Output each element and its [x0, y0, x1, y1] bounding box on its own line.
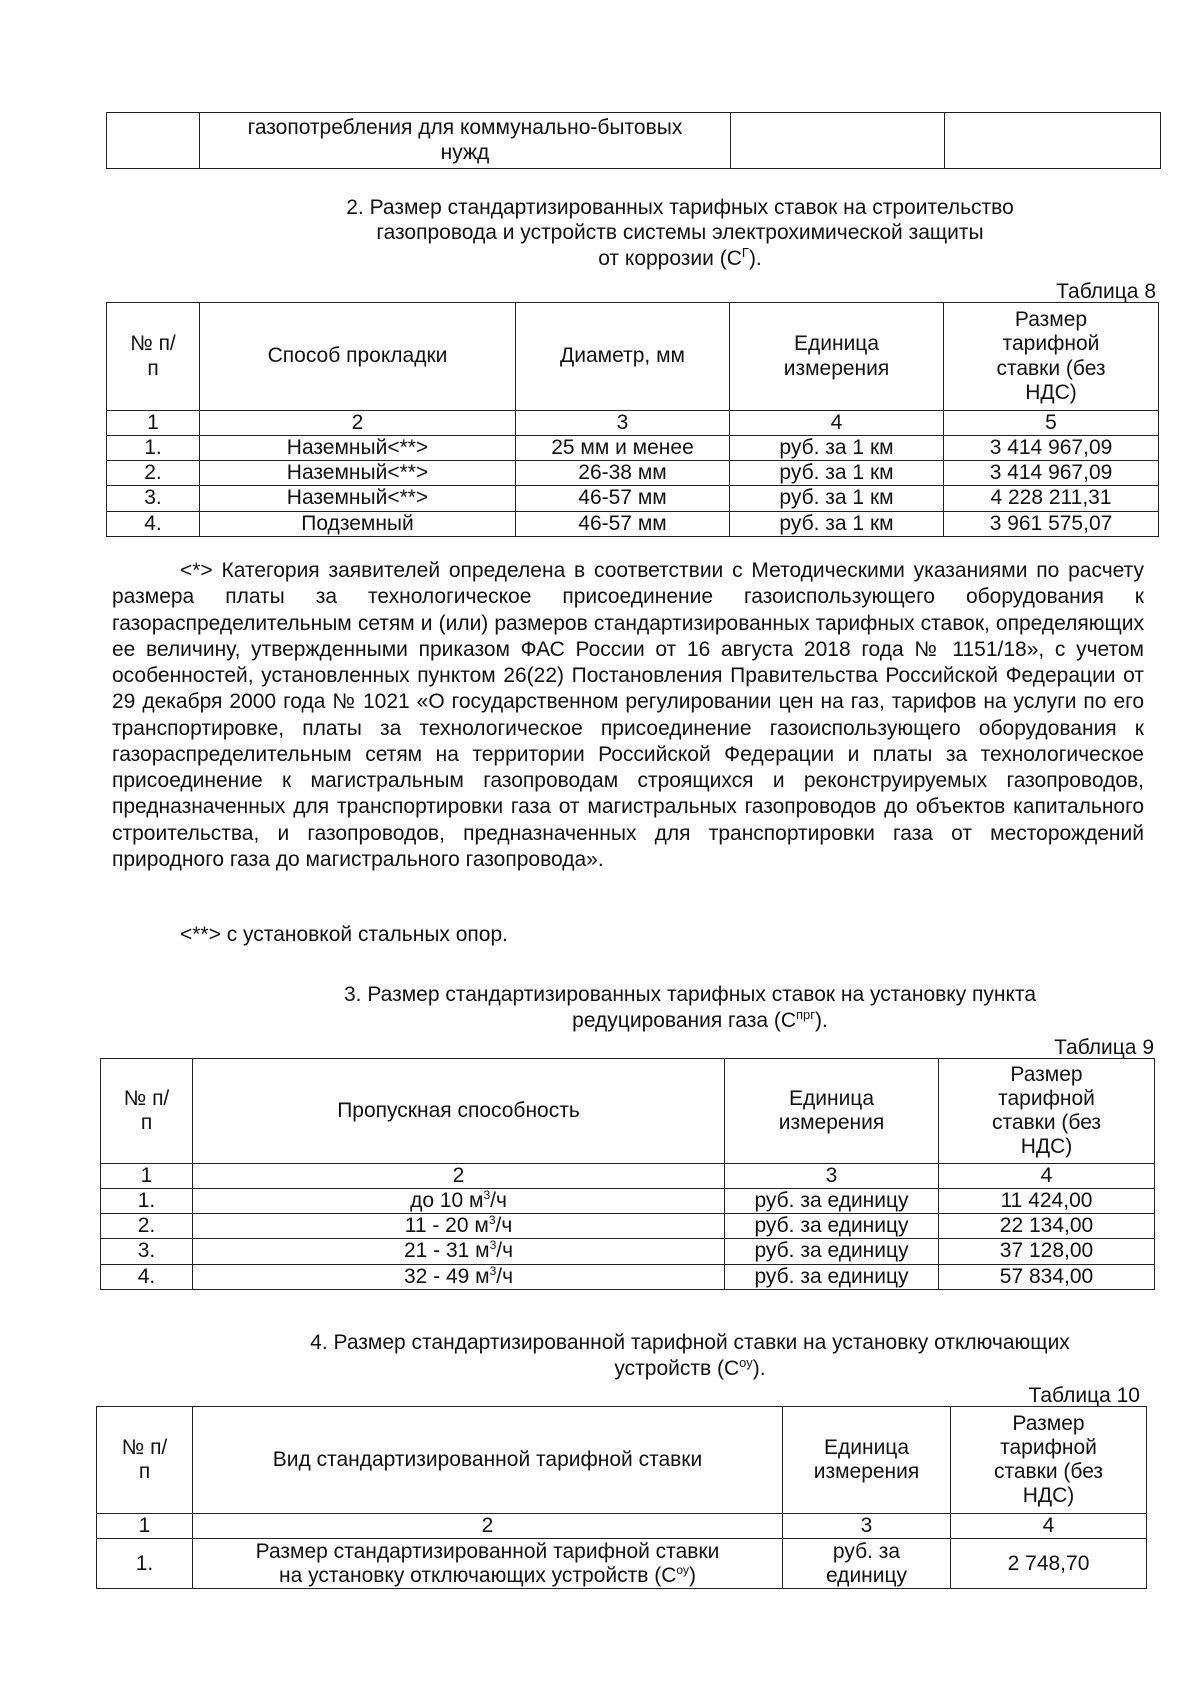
t10-colnum: 4: [951, 1514, 1147, 1539]
t10-colnum: 1: [97, 1514, 193, 1539]
t8-header-rate: Размер тарифной ставки (без НДС): [944, 303, 1159, 411]
t8-colnum: 3: [516, 411, 730, 436]
table-row: 2. Наземный<**> 26-38 мм руб. за 1 км 3 414 967,09: [107, 461, 1159, 486]
section3-heading: [240, 982, 1140, 1033]
section3-heading-line2: редуцирования газа $(С^{прг})$.: [572, 1007, 828, 1033]
section2-heading-line2: газопровода и устройств системы электрохимической защиты: [376, 221, 984, 245]
table9-label: Таблица 9: [1054, 1036, 1154, 1059]
table-row: 1. Наземный<**> 25 мм и менее руб. за 1 км 3 414 967,09: [107, 436, 1159, 461]
t9-colnum: 4: [939, 1164, 1155, 1189]
t8-header-diameter: Диаметр, мм: [516, 303, 730, 411]
t9-colnum: 1: [101, 1164, 193, 1189]
table-row: 2. 11 - 20 $м^3/ч$ руб. за единицу 22 134,00: [101, 1214, 1155, 1239]
t8-header-num: № п/п: [107, 303, 200, 411]
footnote-1: <*> Категория заявителей определена в соответствии с Методическими указаниями по расчету размера платы за технологическое присоединение газоиспользующего оборудования к газораспределительным сетям и (или) размеров стандартизированных тарифных ставок, определяющих ее величину, утвержденными приказом ФАС России от 16 августа 2018 года № 1151/18», с учетом особенностей, установленных пунктом 26(22) Постановления Правительства Российской Федерации от 29 декабря 2000 года № 1021 «О государственном регулировании цен на газ, тарифов на услуги по его транспортировке, платы за технологическое присоединение газоиспользующего оборудования к газораспределительным сетям на территории Российской Федерации и платы за технологическое присоединение к магистральным газопроводам строящихся и реконструируемых газопроводов, предназначенных для транспортировки газа от магистральных газопроводов до объектов капитального строительства, и газопроводов, предназначенных для транспортировки газа от месторождений природного газа до магистрального газопровода».: [112, 559, 1144, 871]
t9-header-unit: Единица измерения: [725, 1059, 939, 1164]
t9-header-num: № п/п: [101, 1059, 193, 1164]
top-cell-1: [107, 113, 200, 169]
top-table-fragment: [106, 112, 1161, 169]
section2-heading: [240, 195, 1120, 272]
t9-colnum: 2: [193, 1164, 725, 1189]
section2-heading-line3: от коррозии $(С^Г)$.: [598, 245, 762, 271]
section4-heading: [220, 1330, 1160, 1381]
t10-colnum: 3: [783, 1514, 951, 1539]
t8-colnum: 5: [944, 411, 1159, 436]
t10-colnum: 2: [193, 1514, 783, 1539]
t9-header-rate: Размер тарифной ставки (без НДС): [939, 1059, 1155, 1164]
section3-heading-line1: 3. Размер стандартизированных тарифных ставок на установку пункта: [344, 983, 1036, 1006]
top-cell-text-line1: газопотребления для коммунально-бытовых: [247, 116, 683, 140]
section4-heading-line1: 4. Размер стандартизированной тарифной ставки на установку отключающих: [310, 1331, 1070, 1354]
t10-header-num: № п/п: [97, 1407, 193, 1514]
table10-label: Таблица 10: [1028, 1384, 1140, 1407]
table-8: [106, 302, 1159, 537]
t8-colnum: 2: [200, 411, 516, 436]
table-9: [100, 1058, 1155, 1290]
t8-header-method: Способ прокладки: [200, 303, 516, 411]
table-row: 4. 32 - 49 $м^3/ч$ руб. за единицу 57 834,00: [101, 1264, 1155, 1289]
footnote-2: <**> с установкой стальных опор.: [180, 923, 508, 946]
section2-heading-line1: 2. Размер стандартизированных тарифных ставок на строительство: [346, 196, 1014, 219]
t10-header-rate: Размер тарифной ставки (без НДС): [951, 1407, 1147, 1514]
section4-heading-line2: устройств $(С^{оу})$.: [614, 1355, 766, 1381]
top-cell-4: [945, 113, 1161, 169]
t9-colnum: 3: [725, 1164, 939, 1189]
table-row: 1. Размер стандартизированной тарифной ставки на установку отключающих устройств $(С^{оу})$ руб. за единицу 2 748,70: [97, 1539, 1147, 1589]
table-row: 3. 21 - 31 $м^3/ч$ руб. за единицу 37 128,00: [101, 1239, 1155, 1264]
t8-colnum: 4: [730, 411, 944, 436]
top-cell-3: [731, 113, 945, 169]
t10-header-unit: Единица измерения: [783, 1407, 951, 1514]
t10-header-kind: Вид стандартизированной тарифной ставки: [193, 1407, 783, 1514]
top-cell-text-line2: нужд: [440, 140, 490, 164]
table8-label: Таблица 8: [1056, 280, 1156, 303]
t9-header-capacity: Пропускная способность: [193, 1059, 725, 1164]
t8-header-unit: Единица измерения: [730, 303, 944, 411]
table-10: [96, 1406, 1147, 1589]
table-row: 1. до 10 $м^3/ч$ руб. за единицу 11 424,00: [101, 1189, 1155, 1214]
table-row: 4. Подземный 46-57 мм руб. за 1 км 3 961 575,07: [107, 511, 1159, 536]
top-cell-2: [200, 113, 731, 169]
table-row: 3. Наземный<**> 46-57 мм руб. за 1 км 4 228 211,31: [107, 486, 1159, 511]
t8-colnum: 1: [107, 411, 200, 436]
